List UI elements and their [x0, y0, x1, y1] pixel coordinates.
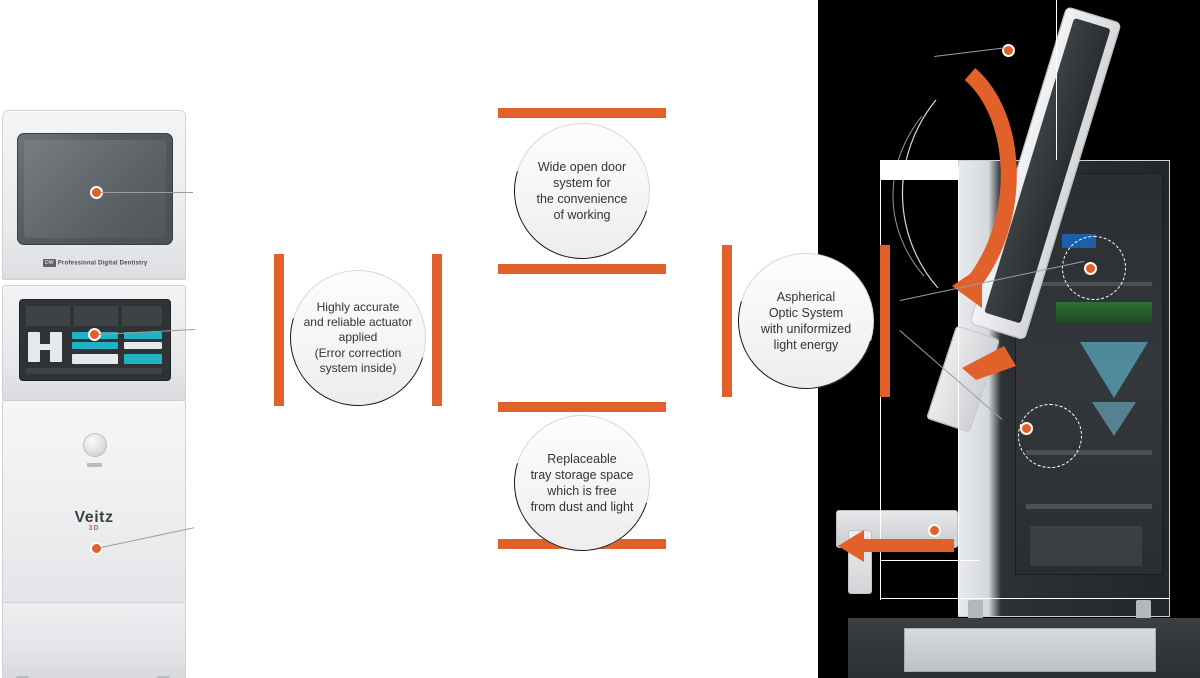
side-pedestal-face: [904, 628, 1156, 672]
side-pcb-green: [1056, 302, 1152, 324]
callout-tray-text: Replaceable tray storage space which is free from dust and light: [530, 452, 634, 514]
callout-actuator-bar-left: [274, 254, 284, 406]
brand-badge: DW: [45, 260, 54, 266]
front-cabinet-module: [2, 400, 186, 604]
callout-optic-bar-right: [880, 245, 890, 397]
hotspot-side-actuator[interactable]: [1020, 422, 1033, 435]
callout-aspherical-optic[interactable]: [738, 253, 874, 389]
callout-optic-text: Aspherical Optic System with uniformized light energy: [760, 290, 852, 352]
callout-accurate-actuator[interactable]: [290, 270, 426, 406]
front-power-knob[interactable]: [83, 433, 107, 457]
callout-optic-bar-left: [722, 245, 732, 397]
callout-door-bar-top: [498, 108, 666, 118]
callout-door-text: Wide open door system for the convenience of working: [536, 160, 628, 222]
front-logo: Veitz 3D: [3, 509, 185, 532]
hotspot-side-optic-module[interactable]: [1084, 262, 1097, 275]
callout-replaceable-tray[interactable]: [514, 415, 650, 551]
callout-door-bar-bottom: [498, 264, 666, 274]
callout-wide-open-door[interactable]: [514, 123, 650, 259]
side-light-cone-lower: [1092, 402, 1136, 436]
hotspot-front-tray-drawer[interactable]: [90, 542, 103, 555]
hotspot-side-tray[interactable]: [928, 524, 941, 537]
front-tray-drawer[interactable]: [2, 602, 186, 678]
brand-text: Professional Digital Dentistry: [57, 260, 148, 267]
side-body: [958, 160, 1170, 617]
callout-actuator-bar-right: [432, 254, 442, 406]
door-hinge-arrow: [960, 338, 1020, 382]
front-vent-slot: [87, 463, 102, 467]
side-light-cone: [1080, 342, 1148, 398]
front-control-module: [2, 285, 186, 402]
callout-tray-bar-top: [498, 402, 666, 412]
leader-front-display: [101, 192, 193, 193]
front-logo-sub: 3D: [88, 525, 100, 532]
hotspot-side-door-top[interactable]: [1002, 44, 1015, 57]
callout-actuator-text: Highly accurate and reliable actuator applied (Error correction system inside): [303, 299, 413, 376]
front-brand-mark: [43, 259, 147, 270]
highlight-circle-actuator: [1018, 404, 1082, 468]
